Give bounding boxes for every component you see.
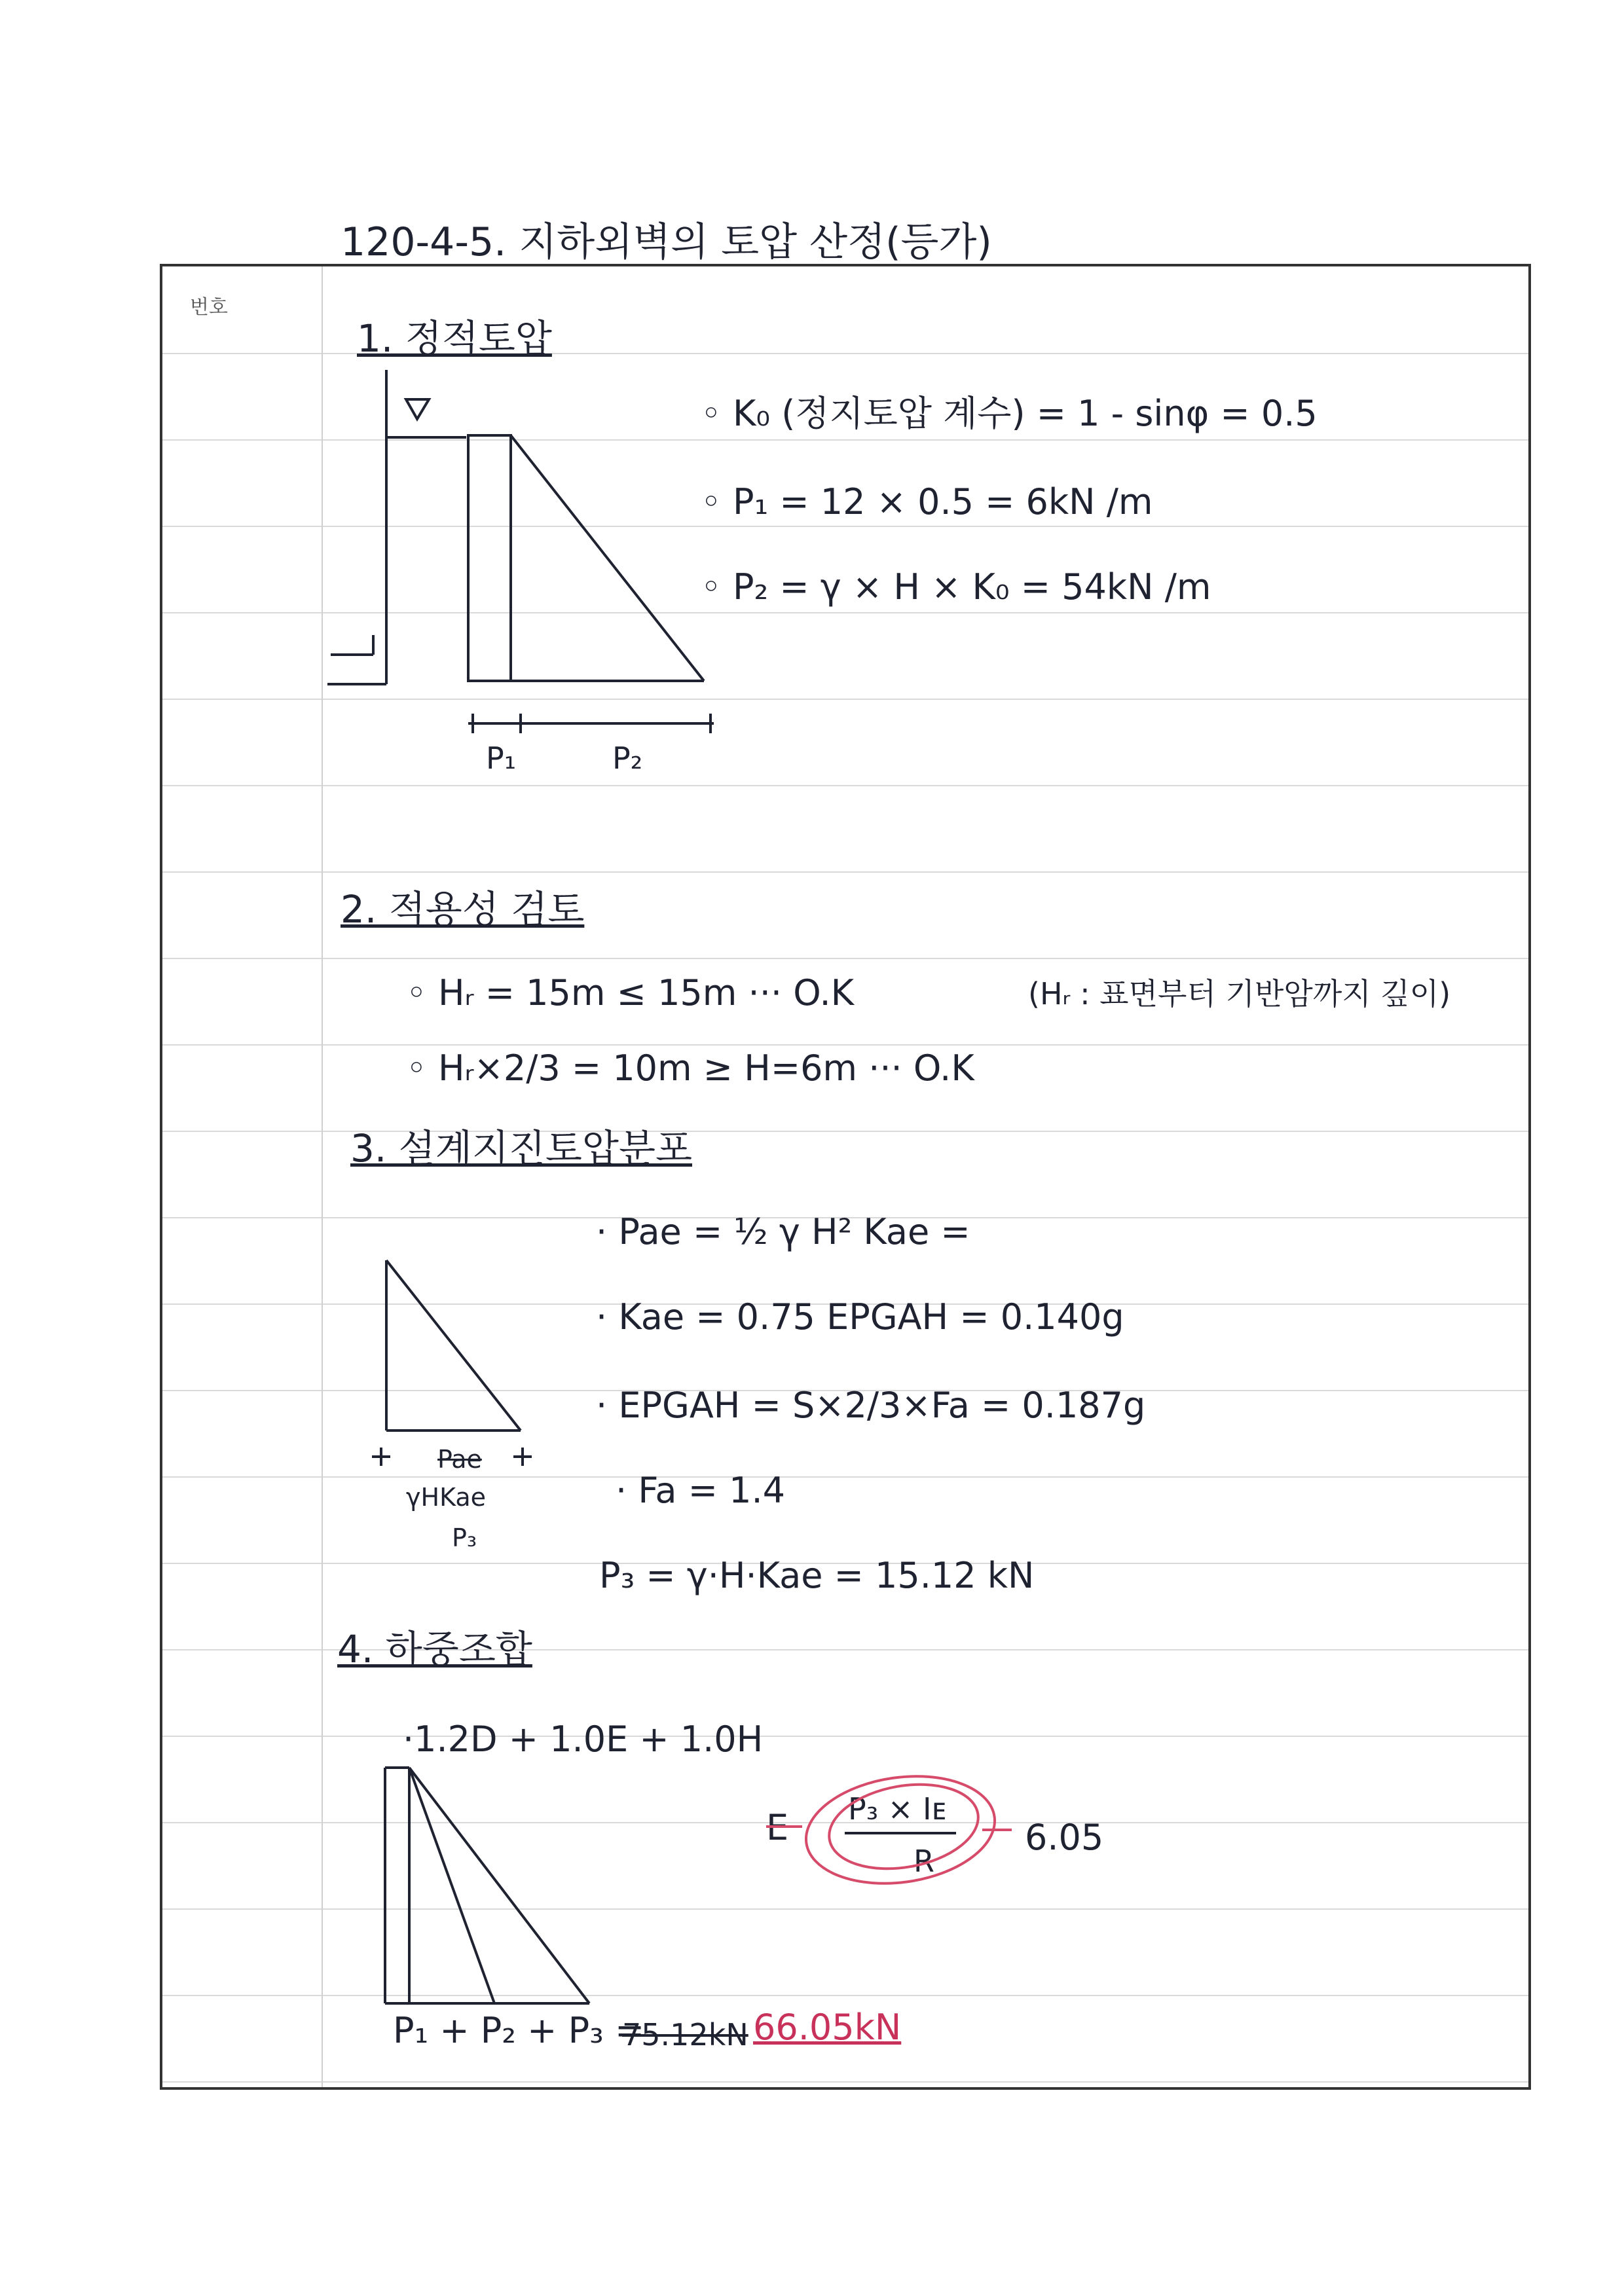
e-label: E — [766, 1807, 789, 1848]
fig-khae-label: γHKae — [406, 1483, 486, 1512]
p1-equation: ◦ P₁ = 12 × 0.5 = 6kN /m — [701, 481, 1153, 522]
e-frac-numerator: P₃ × Iᴇ — [848, 1791, 947, 1827]
page-title: 120-4-5. 지하외벽의 토압 산정(등가) — [341, 219, 992, 265]
hr-note: (Hᵣ : 표면부터 기반암까지 깊이) — [1028, 976, 1451, 1011]
section-2-heading: 2. 적용성 검토 — [341, 887, 585, 932]
section-1-heading: 1. 정적토압 — [357, 316, 552, 361]
hr-ratio-check: ◦ Hᵣ×2/3 = 10m ≥ H=6m ··· O.K — [406, 1048, 974, 1089]
k0-equation: ◦ K₀ (정지토압 계수) = 1 - sinφ = 0.5 — [701, 393, 1318, 434]
e-frac-denominator: R — [913, 1844, 934, 1879]
fig-p3-label: P₃ — [452, 1523, 477, 1552]
number-label: 번호 — [190, 296, 228, 319]
epgah-equation: · EPGAH = S×2/3×Fa = 0.187g — [596, 1385, 1146, 1426]
fa-equation: · Fa = 1.4 — [616, 1470, 785, 1511]
p2-equation: ◦ P₂ = γ × H × K₀ = 54kN /m — [701, 566, 1211, 608]
fig-p2-label: P₂ — [612, 740, 643, 776]
section-3-heading: 3. 설계지진토압분포 — [350, 1126, 692, 1171]
kae-equation: · Kae = 0.75 EPGAH = 0.140g — [596, 1296, 1124, 1338]
p3-equation: P₃ = γ·H·Kae = 15.12 kN — [599, 1555, 1035, 1596]
fig-p1-label: P₁ — [486, 740, 517, 776]
hr-check: ◦ Hᵣ = 15m ≤ 15m ··· O.K — [406, 972, 855, 1013]
pae-equation: · Pae = ½ γ H² Kae = — [596, 1211, 970, 1252]
sum-equation: P₁ + P₂ + P₃ = — [393, 2010, 645, 2051]
fig-pae-label: Pae — [437, 1445, 482, 1474]
load-combination: ·1.2D + 1.0E + 1.0H — [403, 1719, 764, 1760]
sum-old-value: 75.12kN — [622, 2017, 748, 2052]
e-result: 6.05 — [1025, 1817, 1104, 1858]
section-4-heading: 4. 하중조합 — [337, 1627, 532, 1671]
sum-new-value: 66.05kN — [753, 2007, 902, 2048]
